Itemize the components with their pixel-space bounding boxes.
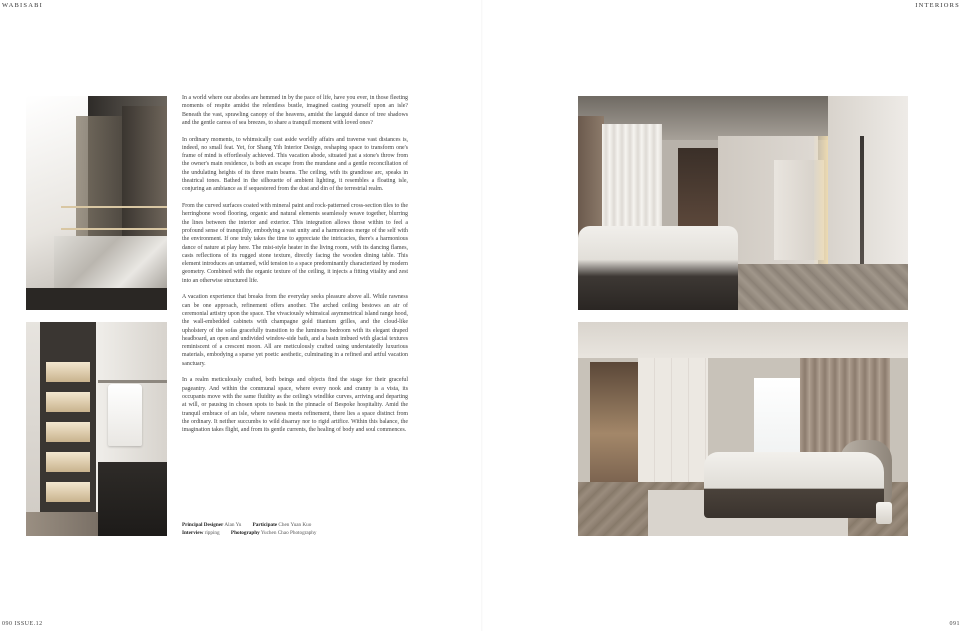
credit-label: Interview bbox=[182, 529, 204, 536]
article-paragraph: In ordinary moments, to whimsically cast aside worldly affairs and traverse vast distances is, indeed, no small feat. Yet, for Shang Yih Interior Design, reshaping space to transform one's frame of mind is effortlessly achieved. This vacation abode, situated just a stone's throw from the owner's main residence, is both an escape from the mundane and a gentle reconciliation of the undulating heights of its three main beams. The ceiling, with its grandiose arc, speaks in theatrical tones. Bathed in the silhouette of ambient lighting, it resembles a floating isle, conjuring an ambiance as if sequestered from the dust and din of the terrestrial realm. bbox=[182, 136, 408, 193]
credit-label: Participate bbox=[252, 522, 278, 528]
credit-label: Principal Designer bbox=[182, 522, 224, 528]
section-name: INTERIORS bbox=[915, 2, 960, 9]
shelving-photo bbox=[26, 96, 167, 310]
page-number-left: 090 ISSUE.12 bbox=[2, 621, 43, 627]
bedroom-photo-top bbox=[578, 96, 908, 310]
article-paragraph: A vacation experience that breaks from the everyday seeks pleasure above all. While rawness can be one approach, refinement offers another. The arched ceiling bestows an air of ceremonial artistry upon the space. The vivaciously whimsical asymmetrical island range hood, the wall-embedded cabinets with champagne gold titanium grilles, and the cloud-like upholstery of the sofas gracefully transition to the luminous bedroom with its elegant draped headboard, an open and undivided window-side bath, and a basin imbued with glacial textures reminiscent of a crescent moon. All are meticulously crafted using understatedly luxurious materials, embodying a sparse yet poetic aesthetic, culminating in a refined and artful vacation sanctuary. bbox=[182, 294, 408, 367]
credit-label: Photography bbox=[230, 529, 260, 536]
credit-value: Yuchen Chao Photography bbox=[260, 529, 317, 536]
page-number-right: 091 bbox=[949, 621, 960, 627]
page-gutter bbox=[481, 0, 483, 631]
magazine-name: WABISABI bbox=[2, 2, 44, 9]
credit-value: Chen Yuan Kuo bbox=[278, 522, 312, 528]
article-paragraph: From the curved surfaces coated with mineral paint and rock-patterned cross-section tiles to the herringbone wood flooring, organic and natural elements seamlessly weave together, blurring the lines between the interior and exterior. This integration allows those within to feel a profound sense of tranquility, embodying a vast unity and a harmonious merge of the self with the environment. If one truly takes the time to appreciate the intricacies, there's a harmonious dance of nature at play here. The mist-style heater in the living room, with its dancing flames, casts reflections of its rugged stone texture, directly facing the wooden dining table. This element introduces an untamed, wild tension to a space predominantly characterized by modern geometry. Combined with the organic texture of the ceiling, it injects a fitting vitality and zest into an otherwise structured life. bbox=[182, 203, 408, 284]
article-body bbox=[182, 94, 408, 443]
article-paragraph: In a world where our abodes are hemmed in by the pace of life, have you ever, in those fleeting moments of respite amidst the relentless bustle, imagined casting yourself upon an isle? Beneath the vast, sprawling canopy of the heavens, amidst the languid dance of tree shadows and the gentle caress of sea breezes, to share a tranquil moment with loved ones? bbox=[182, 95, 408, 126]
credit-value: ripping bbox=[204, 529, 220, 536]
bedroom-photo-bottom bbox=[578, 322, 908, 536]
closet-photo bbox=[26, 322, 167, 536]
credit-value: Alan Yu bbox=[224, 522, 242, 528]
credits bbox=[182, 522, 422, 537]
article-paragraph: In a realm meticulously crafted, both beings and objects find the stage for their graceful pageantry. And within the communal space, where every nook and cranny is a vista, its occupants move with the same fluidity as the ceiling's windlike curves, arriving and departing at will, or pausing in chosen spots to bask in the pinnacle of Bespoke hospitality. Amid the tranquil embrace of an isle, where rawness meets refinement, there lies a space distinct from the ordinary. It neither succumbs to wild disarray nor to rigid artifice. Within this balance, the imagination takes flight, and from its gentle currents, the healing of body and soul commences. bbox=[182, 377, 408, 434]
